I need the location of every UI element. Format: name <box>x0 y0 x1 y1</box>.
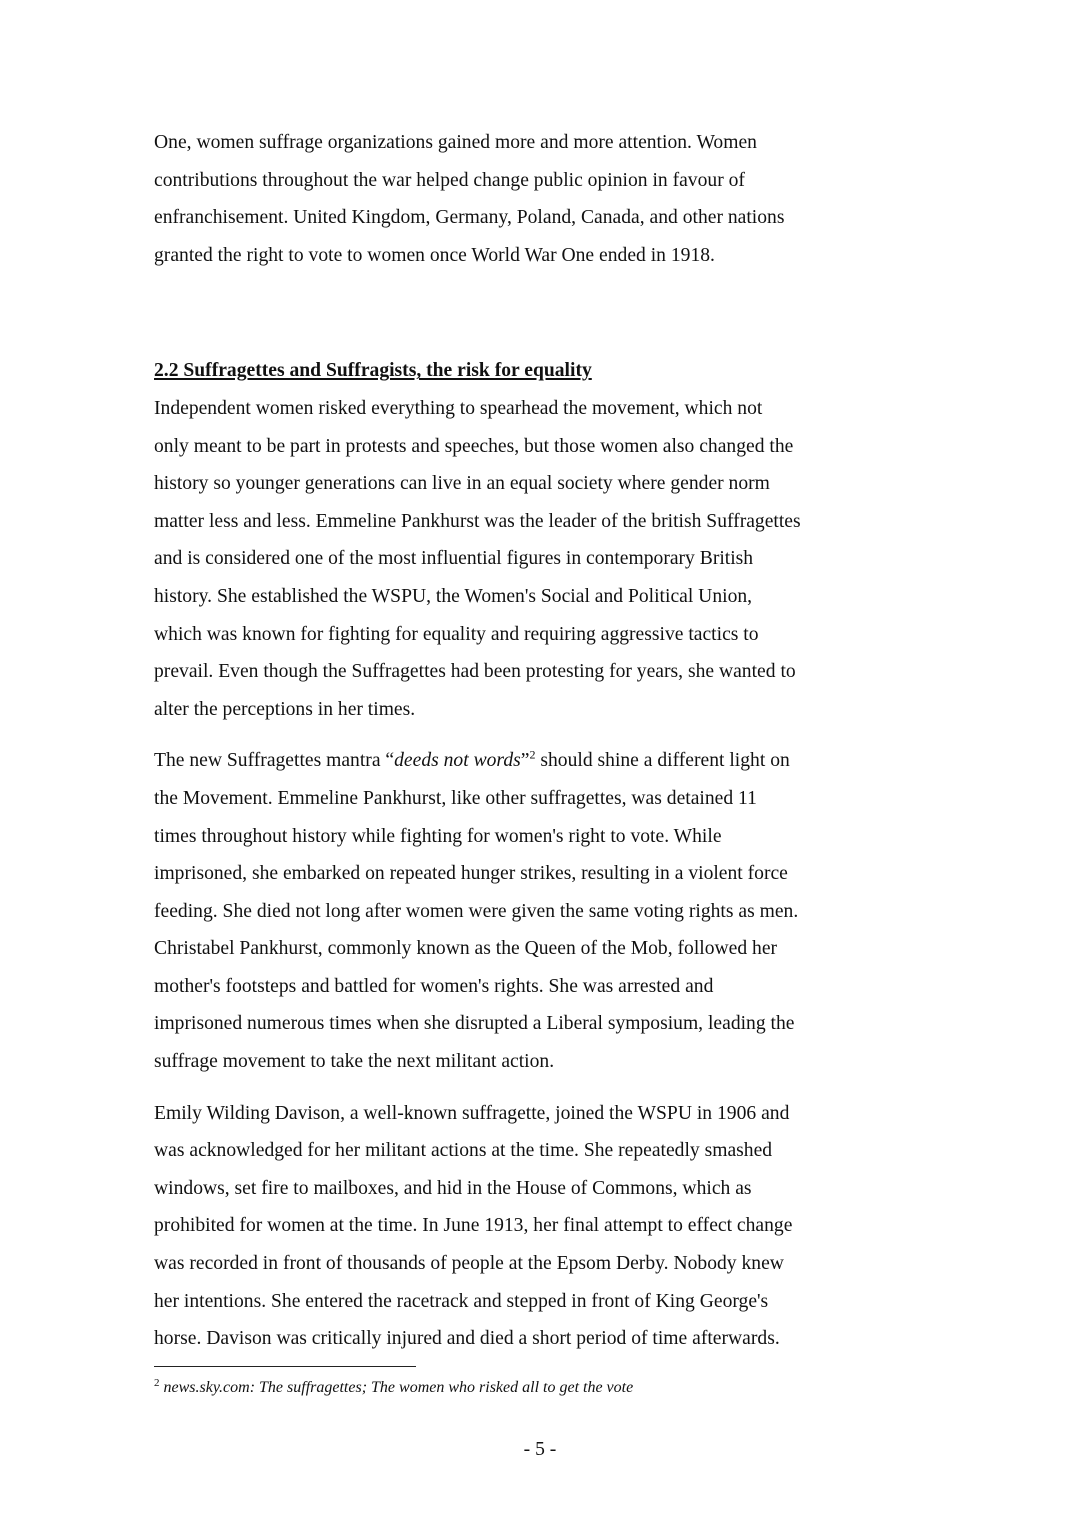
section-heading: 2.2 Suffragettes and Suffragists, the risk for equality <box>154 360 592 382</box>
text-line: Independent women risked everything to spearhead the movement, which not <box>154 397 763 419</box>
text-line: her intentions. She entered the racetrack and stepped in front of King George's <box>154 1290 769 1312</box>
text-line: prevail. Even though the Suffragettes had been protesting for years, she wanted to <box>154 661 796 683</box>
text-line: enfranchisement. United Kingdom, Germany, Poland, Canada, and other nations <box>154 207 785 229</box>
text-line: and is considered one of the most influential figures in contemporary British <box>154 548 754 570</box>
text-line: windows, set fire to mailboxes, and hid in the House of Commons, which as <box>154 1177 752 1199</box>
text-line: history so younger generations can live in an equal society where gender norm <box>154 473 770 495</box>
text-line: One, women suffrage organizations gained more and more attention. Women <box>154 132 757 153</box>
text-line-with-quote <box>154 742 884 780</box>
text-line: which was known for fighting for equality and requiring aggressive tactics to <box>154 623 759 645</box>
text-line: was recorded in front of thousands of people at the Epsom Derby. Nobody knew <box>154 1253 784 1275</box>
paragraph-davison <box>154 1095 884 1358</box>
text-line: only meant to be part in protests and speeches, but those women also changed the <box>154 435 794 457</box>
text-line: contributions throughout the war helped change public opinion in favour of <box>154 169 745 191</box>
quote-close-mark: ” <box>520 750 530 772</box>
paragraph-pankhurst-intro <box>154 390 884 728</box>
quote-lead-text: The new Suffragettes mantra “ <box>154 750 395 772</box>
paragraph-deeds-not-words <box>154 742 884 1080</box>
footnote <box>154 1378 633 1398</box>
continuation-paragraph <box>154 124 884 274</box>
text-line: times throughout history while fighting for women's right to vote. While <box>154 825 722 847</box>
text-line: granted the right to vote to women once World War One ended in 1918. <box>154 244 715 266</box>
page-number: - 5 - <box>523 1439 557 1460</box>
text-line: the Movement. Emmeline Pankhurst, like other suffragettes, was detained 11 <box>154 787 757 809</box>
text-line: prohibited for women at the time. In June 1913, her final attempt to effect change <box>154 1215 793 1237</box>
text-line: imprisoned numerous times when she disrupted a Liberal symposium, leading the <box>154 1013 795 1035</box>
text-line: feeding. She died not long after women were given the same voting rights as men. <box>154 900 799 922</box>
mantra-quote: deeds not words <box>394 750 521 772</box>
footnote-reference[interactable]: 2 <box>529 747 536 762</box>
footnote-separator <box>154 1366 416 1367</box>
quote-trail-text: should shine a different light on <box>535 750 790 772</box>
footnote-text: news.sky.com: The suffragettes; The women who risked all to get the vote <box>163 1379 634 1396</box>
text-line: mother's footsteps and battled for women's rights. She was arrested and <box>154 975 714 997</box>
section-heading-block <box>154 352 884 390</box>
text-line: was acknowledged for her militant actions at the time. She repeatedly smashed <box>154 1140 773 1162</box>
footnote-mark: 2 <box>154 1376 160 1389</box>
text-line: suffrage movement to take the next militant action. <box>154 1051 555 1073</box>
text-line: Emily Wilding Davison, a well-known suffragette, joined the WSPU in 1906 and <box>154 1102 790 1124</box>
document-body <box>154 124 884 1358</box>
text-line: alter the perceptions in her times. <box>154 698 416 720</box>
text-line: Christabel Pankhurst, commonly known as the Queen of the Mob, followed her <box>154 938 778 960</box>
text-line: horse. Davison was critically injured and died a short period of time afterwards. <box>154 1328 780 1350</box>
text-line: matter less and less. Emmeline Pankhurst was the leader of the british Suffragettes <box>154 510 801 532</box>
text-line: history. She established the WSPU, the Women's Social and Political Union, <box>154 585 753 607</box>
text-line: imprisoned, she embarked on repeated hunger strikes, resulting in a violent force <box>154 863 788 885</box>
